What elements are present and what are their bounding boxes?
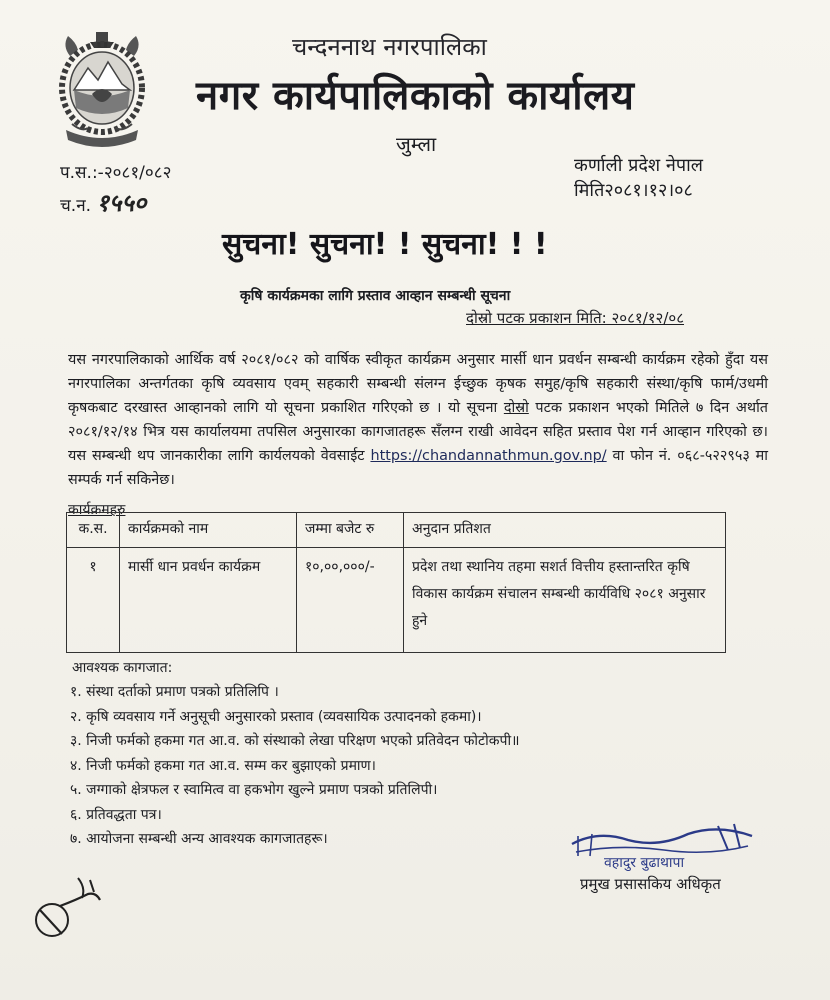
body-part-2: पटक प्रकाशन भएको मितिले ७ दिन अर्थात २०८१/१२/१४ भित्र यस कार्यालयमा तपसिल अनुसारका कागजातहरू सँलग्न राखी आवेदन सहित प्रस्ताव पेश गर्न आव्हान गरिएको छ। यस सम्बन्धी थप जानकारीका लागि कार्यलयको वेवसाईट: [68, 400, 768, 464]
office-title: नगर कार्यपालिकाको कार्यालय: [196, 73, 635, 119]
body-part-1: यस नगरपालिकाको आर्थिक वर्ष २०८१/०८२ को वार्षिक स्वीकृत कार्यक्रम अनुसार मार्सी धान प्रवर्धन सम्बन्धी कार्यक्रम रहेको हुँदा यस नगरपालिका अन्तर्गतका कृषि व्यवसाय एवम् सहकारी सम्बन्धी संलग्न ईच्छुक कृषक समुह/कृषि सहकारी संस्था/कृषि फार्म/उधमी कृषकबाट दरखास्त आव्हानको लागि यो सूचना प्रकाशित गरिएको छ । यो सूचना: [68, 352, 768, 416]
list-item: ३. निजी फर्मको हकमा गत आ.व. को संस्थाको लेखा परिक्षण भएको प्रतिवेदन फोटोकपी॥: [70, 733, 520, 749]
republish-date: दोस्रो पटक प्रकाशन मिति: २०८१/१२/०८: [466, 309, 685, 327]
nepal-emblem-icon: [52, 28, 152, 156]
notice-body: [68, 348, 768, 492]
table-row: [67, 548, 726, 653]
body-part-3: वा फोन नं. ०६८-५२२९५३ मा सम्पर्क गर्न सकिनेछ।: [68, 448, 769, 488]
body-underlined-word: दोस्रो: [503, 400, 529, 416]
list-item: १. संस्था दर्ताको प्रमाण पत्रको प्रतिलिपि ।: [70, 684, 279, 700]
province-name: कर्णाली प्रदेश नेपाल: [574, 155, 703, 176]
municipality-name: चन्दननाथ नगरपालिका: [292, 33, 487, 61]
issue-date: मिति२०८१।१२।०८: [574, 180, 693, 201]
signatory-title: प्रमुख प्रसासकिय अधिकृत: [580, 875, 721, 893]
list-item: २. कृषि व्यवसाय गर्ने अनुसूची अनुसारको प्रस्ताव (व्यवसायिक उत्पादनको हकमा)।: [70, 708, 482, 725]
website-link[interactable]: https://chandannathmun.gov.np/: [370, 448, 607, 464]
cn-label: च.न.: [60, 196, 92, 216]
documents-list: [70, 680, 519, 852]
header-program-name: कार्यक्रमको नाम: [120, 513, 297, 548]
list-item: ६. प्रतिवद्धता पत्र।: [70, 806, 162, 823]
cell-grant-percent: प्रदेश तथा स्थानिय तहमा सशर्त वित्तीय हस्तान्तरित कृषि विकास कार्यक्रम संचालन सम्बन्धी कार्यविधि २०८१ अनुसार हुने: [404, 548, 726, 653]
header-grant-percent: अनुदान प्रतिशत: [404, 513, 726, 548]
header-budget: जम्मा बजेट रु: [297, 513, 404, 548]
district-name: जुम्ला: [396, 132, 437, 156]
programs-table: [66, 512, 726, 653]
table-header-row: [67, 513, 726, 548]
ps-number: प.स.:-२०८१/०८२: [60, 163, 172, 183]
cell-budget: १०,००,०००/-: [297, 548, 404, 653]
list-item: ४. निजी फर्मको हकमा गत आ.व. सम्म कर बुझाएको प्रमाण।: [70, 757, 376, 774]
cn-number: १५५०: [96, 189, 147, 217]
header-serial: क.स.: [67, 513, 120, 548]
list-item: ७. आयोजना सम्बन्धी अन्य आवश्यक कागजातहरू।: [70, 831, 328, 847]
programs-label: कार्यक्रमहरु: [68, 502, 126, 518]
cell-program-name: मार्सी धान प्रवर्धन कार्यक्रम: [120, 548, 297, 653]
notice-subject: कृषि कार्यक्रमका लागि प्रस्ताव आव्हान सम्बन्धी सूचना: [240, 288, 511, 304]
list-item: ५. जग्गाको क्षेत्रफल र स्वामित्व वा हकभोग खुल्ने प्रमाण पत्रको प्रतिलिपी।: [70, 782, 438, 798]
signatory-name: वहादुर बुढाथापा: [604, 855, 685, 871]
notice-heading: सुचना! सुचना! ! सुचना! ! !: [222, 227, 548, 262]
cn-number-row: [60, 186, 146, 219]
cell-serial: १: [67, 548, 120, 653]
handwritten-initial-icon: [30, 870, 120, 950]
documents-title: आवश्यक कागजात:: [72, 660, 173, 676]
